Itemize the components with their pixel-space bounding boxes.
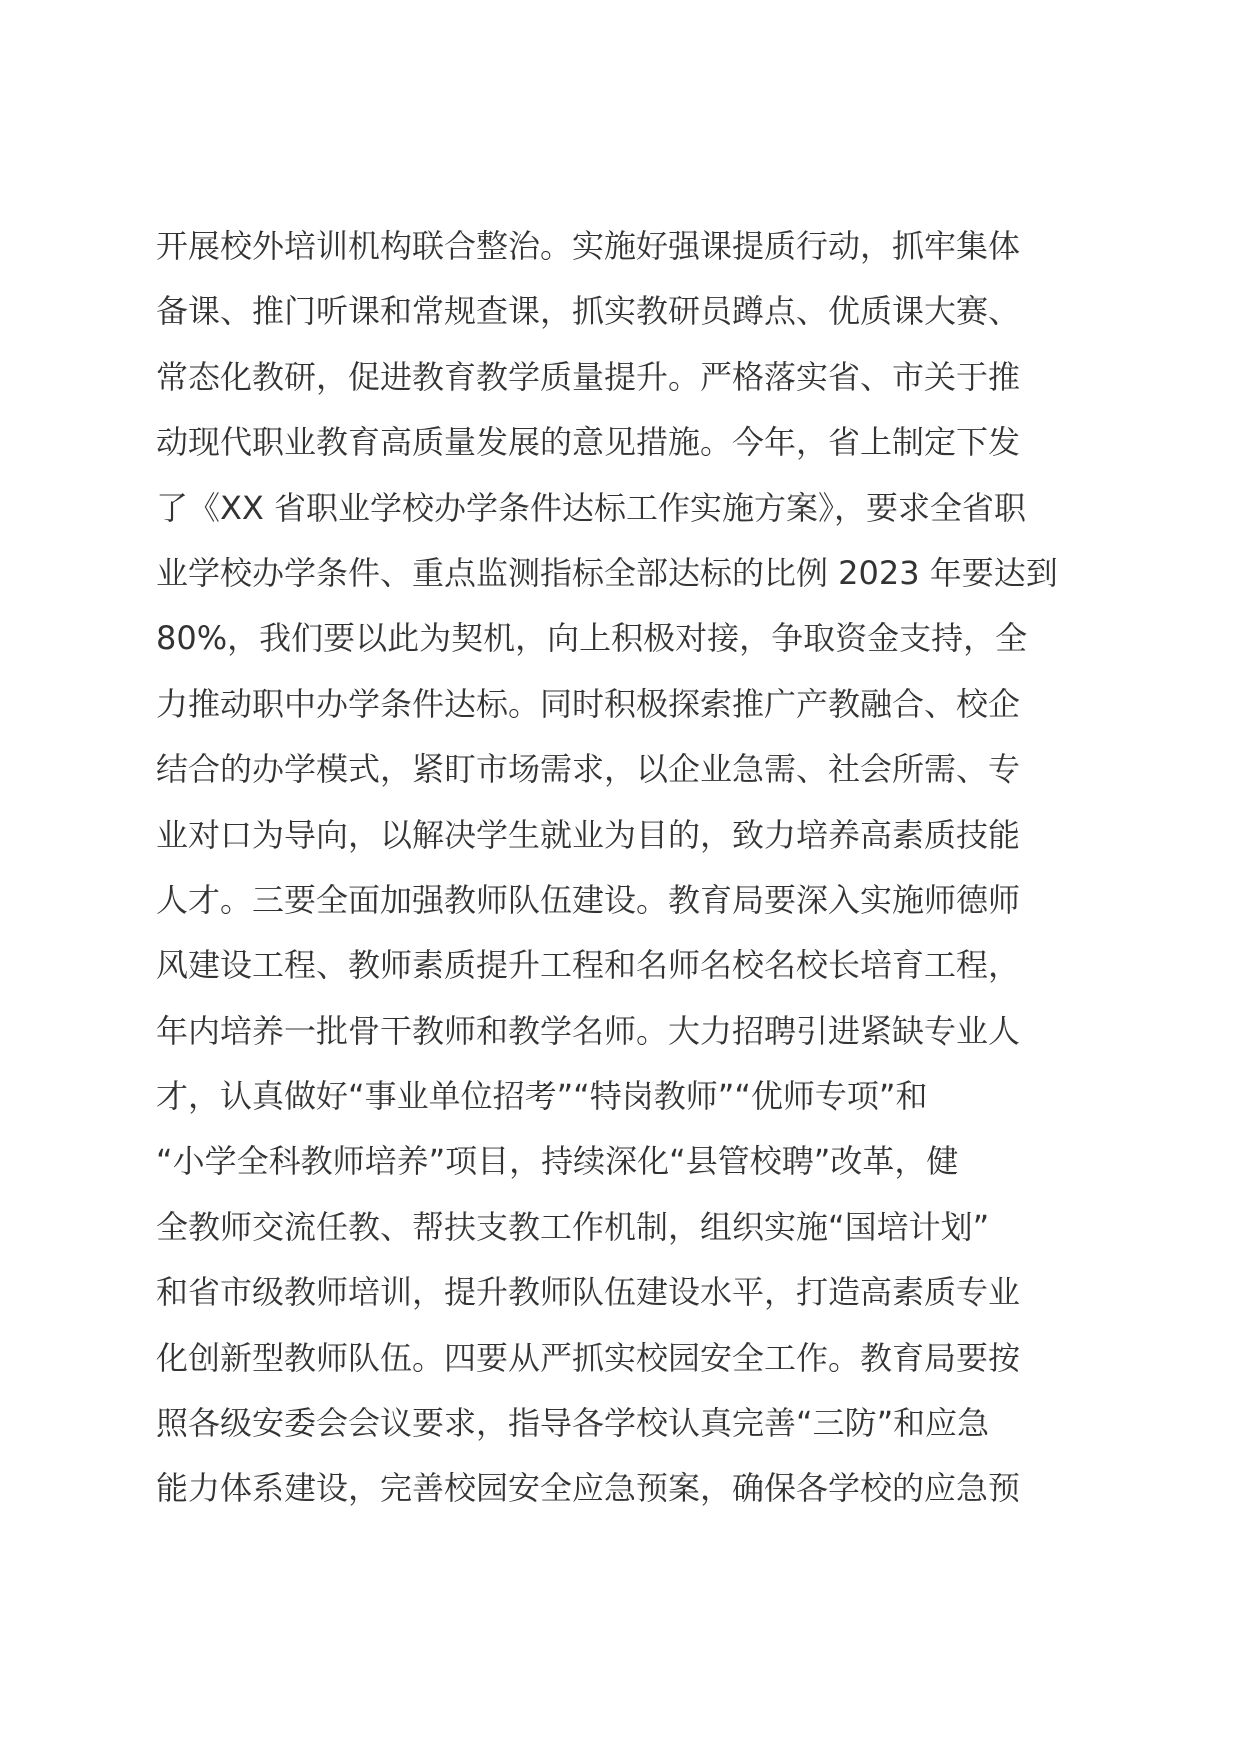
text-line: 80%，我们要以此为契机，向上积极对接，争取资金支持，全 xyxy=(156,619,1028,658)
text-line: 风建设工程、教师素质提升工程和名师名校名校长培育工程， xyxy=(156,946,1021,985)
text-line: 照各级安委会会议要求，指导各学校认真完善“三防”和应急 xyxy=(156,1404,990,1443)
text-line: 业学校办学条件、重点监测指标全部达标的比例 2023 年要达到 xyxy=(156,553,1058,592)
text-line: 了《XX 省职业学校办学条件达标工作实施方案》，要求全省职 xyxy=(156,488,1027,527)
text-line: 备课、推门听课和常规查课，抓实教研员蹲点、优质课大赛、 xyxy=(156,292,1021,331)
text-line: 全教师交流任教、帮扶支教工作机制，组织实施“国培计划” xyxy=(156,1207,990,1246)
text-line: 业对口为导向，以解决学生就业为目的，致力培养高素质技能 xyxy=(156,815,1021,854)
text-line: 化创新型教师队伍。四要从严抓实校园安全工作。教育局要按 xyxy=(156,1338,1021,1377)
text-line: 能力体系建设，完善校园安全应急预案，确保各学校的应急预 xyxy=(156,1469,1021,1508)
body-text xyxy=(156,214,1116,1522)
text-line: 才，认真做好“事业单位招考”“特岗教师”“优师专项”和 xyxy=(156,1077,928,1116)
text-line: 常态化教研，促进教育教学质量提升。严格落实省、市关于推 xyxy=(156,357,1021,396)
text-line: 和省市级教师培训，提升教师队伍建设水平，打造高素质专业 xyxy=(156,1273,1021,1312)
text-line: 年内培养一批骨干教师和教学名师。大力招聘引进紧缺专业人 xyxy=(156,1011,1021,1050)
text-line: “小学全科教师培养”项目，持续深化“县管校聘”改革，健 xyxy=(156,1142,959,1181)
text-line: 结合的办学模式，紧盯市场需求，以企业急需、社会所需、专 xyxy=(156,750,1021,789)
text-line: 人才。三要全面加强教师队伍建设。教育局要深入实施师德师 xyxy=(156,880,1021,919)
text-line: 开展校外培训机构联合整治。实施好强课提质行动，抓牢集体 xyxy=(156,227,1021,265)
text-line: 动现代职业教育高质量发展的意见措施。今年，省上制定下发 xyxy=(156,423,1021,462)
text-line: 力推动职中办学条件达标。同时积极探索推广产教融合、校企 xyxy=(156,684,1021,723)
